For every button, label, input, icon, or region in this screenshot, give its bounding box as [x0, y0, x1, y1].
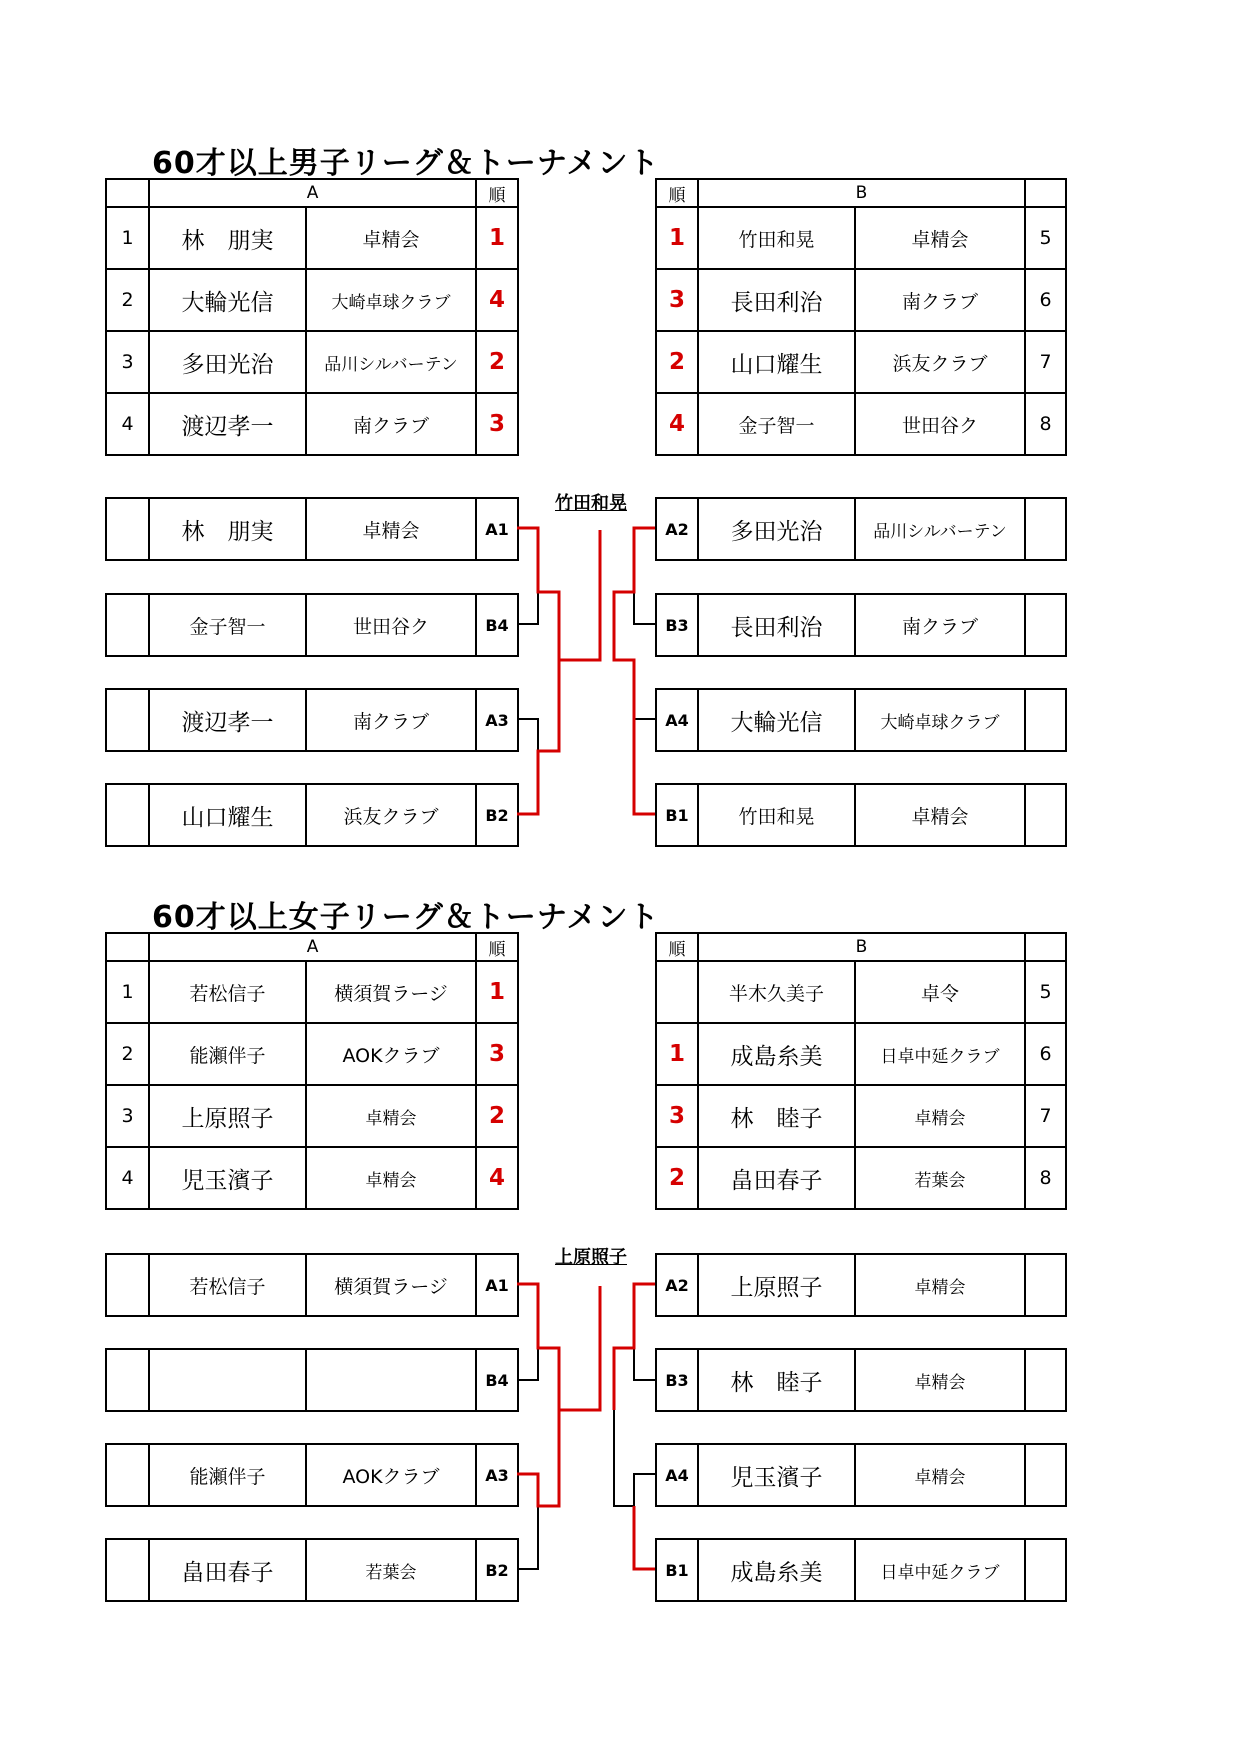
player-name: 金子智一	[698, 393, 855, 455]
player-number: 7	[1025, 1085, 1066, 1147]
player-club: 横須賀ラージ	[306, 961, 476, 1023]
seed-label: B3	[656, 594, 698, 656]
player-number: 5	[1025, 961, 1066, 1023]
player-number: 8	[1025, 1147, 1066, 1209]
player-club: 南クラブ	[306, 393, 476, 455]
player-number: 5	[1025, 207, 1066, 269]
seed-label: A2	[656, 1254, 698, 1316]
rank-header: 順	[476, 179, 518, 207]
winner-line	[517, 1284, 559, 1410]
bracket-line	[634, 592, 655, 624]
player-name: 林 朋実	[149, 498, 306, 560]
player-club: AOKクラブ	[306, 1444, 476, 1506]
player-number: 4	[106, 1147, 149, 1209]
player-club: 卓精会	[306, 1147, 476, 1209]
bracket-line	[517, 1506, 538, 1569]
player-rank: 4	[476, 269, 518, 331]
seed-label: A2	[656, 498, 698, 560]
player-number: 3	[106, 331, 149, 393]
player-club: 卓令	[855, 961, 1025, 1023]
bracket-line	[634, 1474, 655, 1506]
player-number: 3	[106, 1085, 149, 1147]
seed-label: B4	[476, 1349, 518, 1411]
bracket-line	[614, 1410, 634, 1506]
winner-line	[559, 1286, 600, 1410]
winner-line	[517, 530, 600, 814]
player-rank: 1	[656, 207, 698, 269]
player-name: 多田光治	[698, 498, 855, 560]
winner-line	[517, 1410, 559, 1506]
player-name: 山口耀生	[698, 331, 855, 393]
seed-label: B1	[656, 1539, 698, 1601]
player-club: 卓精会	[855, 207, 1025, 269]
player-club: 若葉会	[306, 1539, 476, 1601]
player-name: 畠田春子	[698, 1147, 855, 1209]
player-name: 大輪光信	[698, 689, 855, 751]
seed-label: A1	[476, 498, 518, 560]
women-champion-label: 上原照子	[555, 1247, 627, 1268]
player-name: 渡辺孝一	[149, 393, 306, 455]
player-name: 成島糸美	[698, 1023, 855, 1085]
player-name: 多田光治	[149, 331, 306, 393]
player-name: 金子智一	[149, 594, 306, 656]
player-club: 南クラブ	[855, 269, 1025, 331]
bracket-line	[517, 592, 538, 624]
seed-label: B2	[476, 784, 518, 846]
player-rank: 4	[476, 1147, 518, 1209]
player-club: 南クラブ	[306, 689, 476, 751]
men-winner-path	[517, 528, 655, 814]
player-rank: 1	[656, 1023, 698, 1085]
player-name: 児玉濱子	[149, 1147, 306, 1209]
winner-line	[614, 528, 655, 814]
rank-header: 順	[656, 179, 698, 207]
player-rank: 1	[476, 961, 518, 1023]
bracket-line	[517, 719, 538, 751]
player-rank: 2	[656, 331, 698, 393]
player-name: 若松信子	[149, 1254, 306, 1316]
player-rank: 2	[656, 1147, 698, 1209]
player-club: 卓精会	[306, 207, 476, 269]
player-name: 畠田春子	[149, 1539, 306, 1601]
seed-label: A4	[656, 689, 698, 751]
player-number: 8	[1025, 393, 1066, 455]
player-rank: 3	[476, 393, 518, 455]
player-club: 卓精会	[855, 1085, 1025, 1147]
men-section-title: 60才以上男子リーグ＆トーナメント	[152, 146, 660, 181]
player-rank: 3	[656, 1085, 698, 1147]
winner-line	[614, 1284, 655, 1410]
player-name: 児玉濱子	[698, 1444, 855, 1506]
player-club: 品川シルバーテン	[306, 331, 476, 393]
player-club: 日卓中延クラブ	[855, 1539, 1025, 1601]
player-name: 半木久美子	[698, 961, 855, 1023]
group-label: A	[149, 933, 476, 961]
player-club: 卓精会	[306, 1085, 476, 1147]
player-club: 若葉会	[855, 1147, 1025, 1209]
seed-label: A3	[476, 689, 518, 751]
seed-label: B4	[476, 594, 518, 656]
player-name: 能瀬伴子	[149, 1444, 306, 1506]
rank-header: 順	[476, 933, 518, 961]
player-club: 浜友クラブ	[855, 331, 1025, 393]
player-name: 林 睦子	[698, 1085, 855, 1147]
player-name: 若松信子	[149, 961, 306, 1023]
player-rank: 3	[476, 1023, 518, 1085]
group-label: B	[698, 179, 1025, 207]
player-number: 6	[1025, 269, 1066, 331]
player-club: 世田谷ク	[855, 393, 1025, 455]
player-name: 上原照子	[698, 1254, 855, 1316]
player-club: 浜友クラブ	[306, 784, 476, 846]
player-club: 世田谷ク	[306, 594, 476, 656]
women-section-title: 60才以上女子リーグ＆トーナメント	[152, 900, 660, 935]
player-club: 大崎卓球クラブ	[855, 689, 1025, 751]
player-number: 1	[106, 961, 149, 1023]
player-club: 品川シルバーテン	[855, 498, 1025, 560]
bracket-line	[634, 1348, 655, 1380]
player-name: 林 睦子	[698, 1349, 855, 1411]
men-champion-label: 竹田和晃	[555, 493, 627, 514]
player-club: 卓精会	[855, 1254, 1025, 1316]
bracket-line	[517, 1348, 538, 1380]
player-rank: 3	[656, 269, 698, 331]
seed-label: B1	[656, 784, 698, 846]
player-rank: 1	[476, 207, 518, 269]
player-club: 横須賀ラージ	[306, 1254, 476, 1316]
player-club: 卓精会	[306, 498, 476, 560]
player-name: 渡辺孝一	[149, 689, 306, 751]
player-club: 卓精会	[855, 1349, 1025, 1411]
player-rank: 4	[656, 393, 698, 455]
seed-label: A1	[476, 1254, 518, 1316]
player-rank: 2	[476, 1085, 518, 1147]
seed-label: B2	[476, 1539, 518, 1601]
player-club: 大崎卓球クラブ	[306, 269, 476, 331]
seed-label: B3	[656, 1349, 698, 1411]
player-name: 能瀬伴子	[149, 1023, 306, 1085]
player-name: 林 朋実	[149, 207, 306, 269]
player-club: AOKクラブ	[306, 1023, 476, 1085]
player-name: 竹田和晃	[698, 207, 855, 269]
player-number: 2	[106, 1023, 149, 1085]
player-name: 竹田和晃	[698, 784, 855, 846]
player-club: 卓精会	[855, 1444, 1025, 1506]
player-rank: 2	[476, 331, 518, 393]
player-club: 南クラブ	[855, 594, 1025, 656]
winner-line	[634, 1506, 655, 1569]
player-name: 成島糸美	[698, 1539, 855, 1601]
rank-header: 順	[656, 933, 698, 961]
player-number: 4	[106, 393, 149, 455]
player-number: 1	[106, 207, 149, 269]
player-name: 長田利治	[698, 594, 855, 656]
group-label: A	[149, 179, 476, 207]
bracket-line	[634, 719, 655, 751]
player-name: 上原照子	[149, 1085, 306, 1147]
group-label: B	[698, 933, 1025, 961]
seed-label: A3	[476, 1444, 518, 1506]
player-number: 6	[1025, 1023, 1066, 1085]
player-number: 7	[1025, 331, 1066, 393]
player-club: 卓精会	[855, 784, 1025, 846]
player-name: 長田利治	[698, 269, 855, 331]
player-name: 大輪光信	[149, 269, 306, 331]
seed-label: A4	[656, 1444, 698, 1506]
player-club: 日卓中延クラブ	[855, 1023, 1025, 1085]
player-name: 山口耀生	[149, 784, 306, 846]
player-number: 2	[106, 269, 149, 331]
